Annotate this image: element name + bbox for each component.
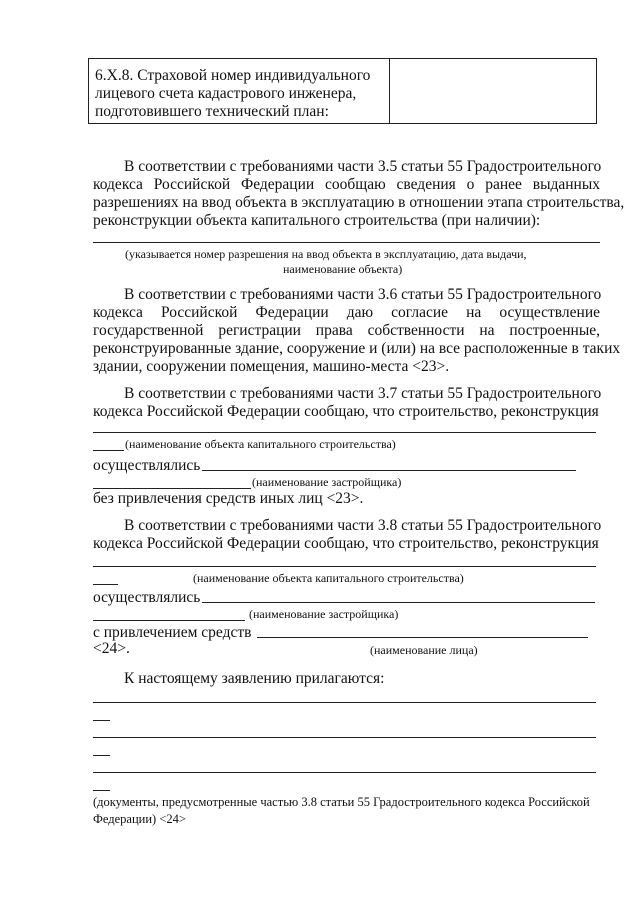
p4-developer-input-line-2 [93, 620, 245, 621]
p4-person-input-line[interactable] [257, 637, 588, 638]
p2-line-4: реконструированные здание, сооружение и (или) на все расположенные в таких [93, 340, 621, 357]
attachment-line-2[interactable] [93, 737, 596, 738]
p4-ref: <24>. [93, 640, 130, 657]
snils-value-cell[interactable] [391, 59, 596, 123]
p2-line-3: государственной регистрации права собственности на построенные, [93, 322, 600, 339]
p1-line-2: кодекса Российской Федерации сообщаю сведения о ранее выданных [93, 176, 600, 193]
hint-permit-line-2: наименование объекта) [283, 262, 403, 276]
attachment-line-2-short [93, 755, 110, 756]
table-label-line-1: 6.Х.8. Страховой номер индивидуального [95, 67, 371, 84]
p4-line-2: кодекса Российской Федерации сообщаю, что строительство, реконструкция [93, 535, 599, 552]
p3-developer-input-line[interactable] [202, 470, 576, 471]
p3-developer-input-line-2 [93, 488, 251, 489]
p2-line-2: кодекса Российской Федерации даю согласие на осуществление [93, 304, 600, 321]
p4-developer-input-line[interactable] [202, 602, 595, 603]
attachments-hint-line-2: Федерации) <24> [93, 812, 186, 826]
attachments-title: К настоящему заявлению прилагаются: [124, 670, 385, 687]
permit-input-line[interactable] [93, 242, 600, 243]
p3-carried-out-label: осуществлялись [93, 457, 201, 474]
table-label-line-2: лицевого счета кадастрового инженера, [95, 85, 357, 102]
snils-table [88, 58, 597, 124]
p3-closing: без привлечения средств иных лиц <23>. [93, 490, 364, 507]
p2-line-5: здании, сооружении помещения, машино-места <23>. [93, 358, 450, 375]
p4-object-input-line[interactable] [93, 566, 596, 567]
p4-hint-object: (наименование объекта капитального строительства) [193, 571, 464, 585]
p2-line-1: В соответствии с требованиями части 3.6 статьи 55 Градостроительного [124, 286, 602, 303]
p4-funds-label: с привлечением средств [93, 624, 252, 641]
p4-line-1: В соответствии с требованиями части 3.8 статьи 55 Градостроительного [124, 517, 602, 534]
table-label-line-3: подготовившего технический план: [95, 103, 329, 120]
attachment-line-3-short [93, 790, 110, 791]
p4-object-input-line-short [93, 584, 118, 585]
p3-line-1: В соответствии с требованиями части 3.7 статьи 55 Градостроительного [124, 385, 602, 402]
p4-hint-developer: (наименование застройщика) [249, 607, 399, 621]
hint-permit-line-1: (указывается номер разрешения на ввод объекта в эксплуатацию, дата выдачи, [125, 247, 527, 261]
p3-line-2: кодекса Российской Федерации сообщаю, что строительство, реконструкция [93, 403, 599, 420]
p4-hint-person: (наименование лица) [370, 643, 478, 657]
attachment-line-1-short [93, 720, 110, 721]
attachments-hint-line-1: (документы, предусмотренные частью 3.8 статьи 55 Градостроительного кодекса Российской [93, 795, 590, 809]
table-divider [389, 59, 390, 123]
p3-object-input-line-short [93, 450, 124, 451]
p3-object-input-line[interactable] [93, 432, 596, 433]
p1-line-4: реконструкции объекта капитального строительства (при наличии): [93, 212, 541, 229]
p3-hint-developer: (наименование застройщика) [252, 475, 402, 489]
p1-line-1: В соответствии с требованиями части 3.5 статьи 55 Градостроительного [124, 158, 602, 175]
p4-carried-out-label: осуществлялись [93, 589, 201, 606]
attachment-line-3[interactable] [93, 772, 596, 773]
attachment-line-1[interactable] [93, 702, 596, 703]
p3-hint-object: (наименование объекта капитального строительства) [125, 437, 396, 451]
p1-line-3: разрешениях на ввод объекта в эксплуатацию в отношении этапа строительства, [93, 194, 625, 211]
